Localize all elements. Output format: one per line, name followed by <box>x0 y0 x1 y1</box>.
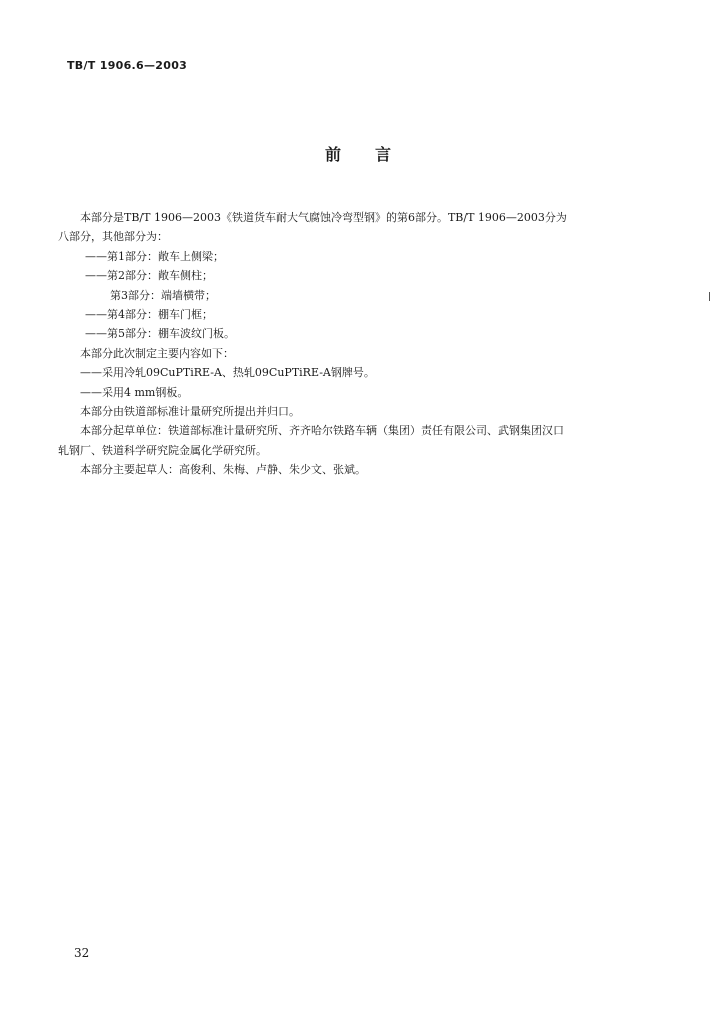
list-item-part-2: ——第2部分：敞车侧柱； <box>85 269 213 283</box>
standard-code-header: TB/T 1906.6—2003 <box>67 59 188 72</box>
body-text <box>58 208 654 480</box>
paragraph-drafters: 本部分主要起草人：高俊利、朱梅、卢静、朱少文、张斌。 <box>80 463 366 477</box>
list-item-part-3: 第3部分：端墙横带； <box>110 288 216 302</box>
page-title: 前言 <box>324 145 425 164</box>
paragraph-intro: 本部分是TB/T 1906—2003《铁道货车耐大气腐蚀冷弯型钢》的第6部分。TB/T 1906—2003分为 <box>80 211 567 224</box>
page-number: 32 <box>74 946 90 960</box>
paragraph-drafting-units: 本部分起草单位：铁道部标准计量研究所、齐齐哈尔铁路车辆（集团）责任有限公司、武钢集团汉口 <box>80 424 564 438</box>
paragraph-drafting-units-continued: 轧钢厂、铁道科学研究院金属化学研究所。 <box>58 443 267 457</box>
list-item-change-plate: ——采用4 mm钢板。 <box>80 385 189 399</box>
paragraph-proposer: 本部分由铁道部标准计量研究所提出并归口。 <box>80 405 300 419</box>
paragraph-changes-intro: 本部分此次制定主要内容如下： <box>80 346 234 360</box>
list-item-change-steel-grade: ——采用冷轧09CuPTiRE-A、热轧09CuPTiRE-A钢牌号。 <box>80 366 375 380</box>
list-item-part-1: ——第1部分：敞车上侧梁； <box>85 249 224 263</box>
list-item-part-5: ——第5部分：棚车波纹门板。 <box>85 327 235 341</box>
list-item-part-4: ——第4部分：棚车门框； <box>85 308 213 322</box>
paragraph-intro-continued: 八部分，其他部分为： <box>58 230 168 244</box>
margin-mark <box>709 292 710 301</box>
